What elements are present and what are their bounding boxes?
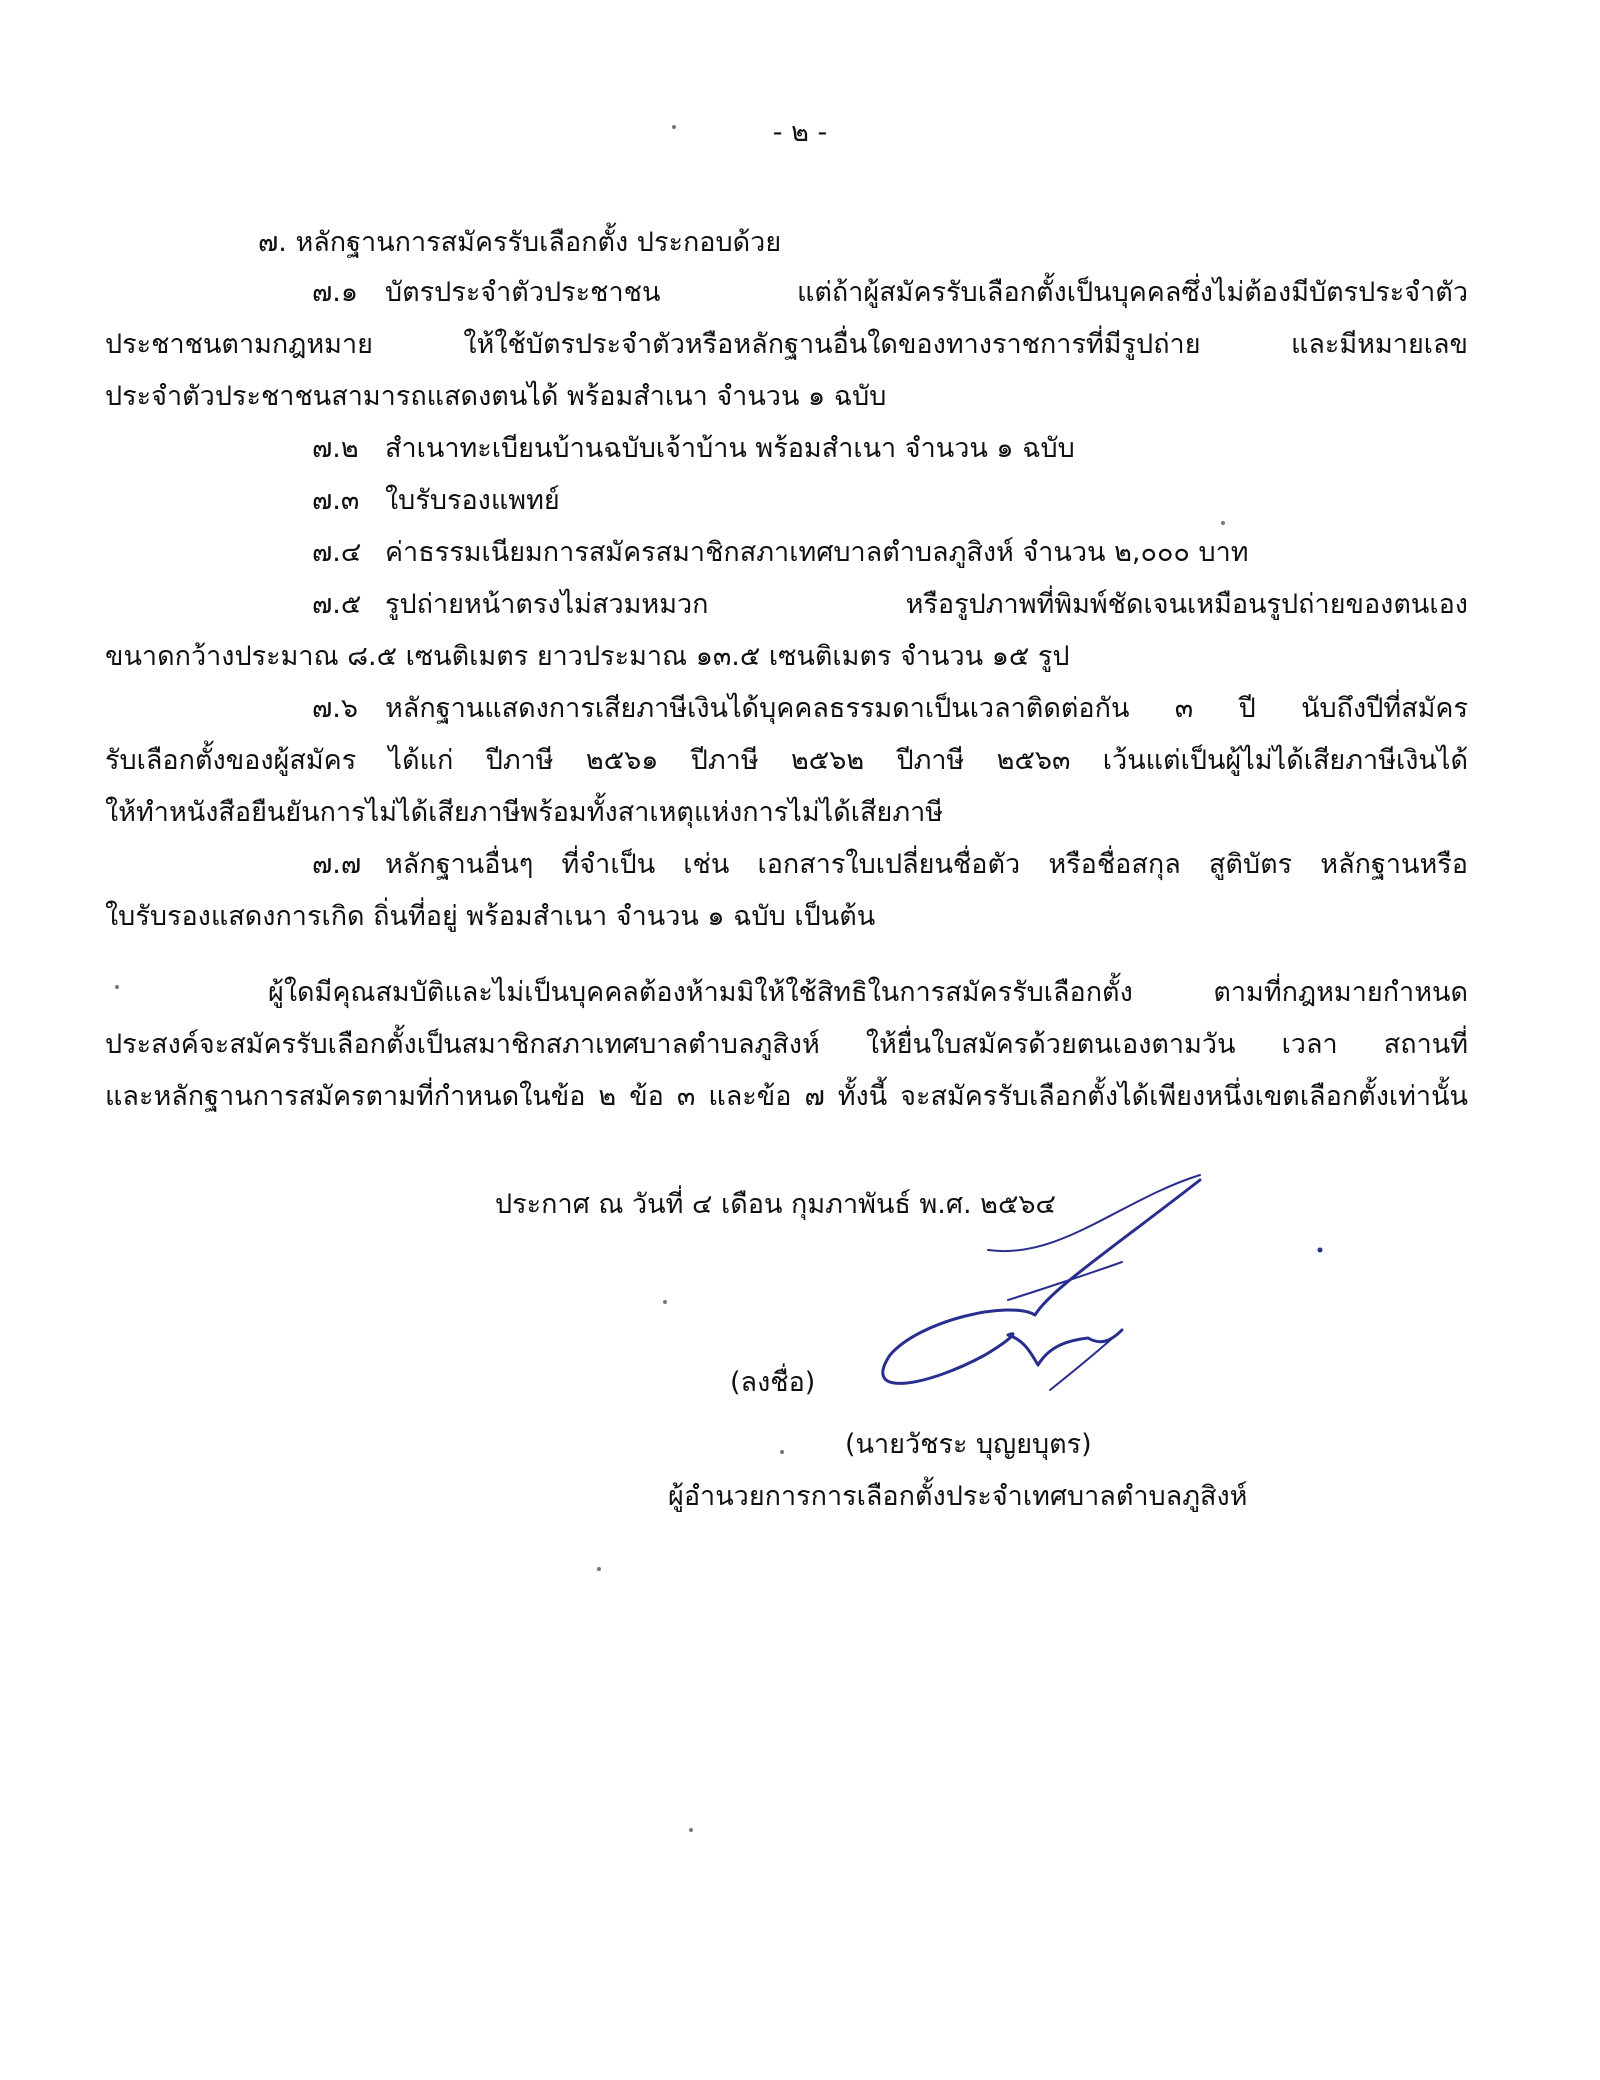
item-7-6-number: ๗.๖: [312, 693, 359, 724]
announcement-date: ประกาศ ณ วันที่ ๔ เดือน กุมภาพันธ์ พ.ศ. ๒๕๖๔: [495, 1189, 1056, 1220]
page-number: - ๒ -: [772, 117, 828, 148]
section-7-heading: ๗. หลักฐานการสมัครรับเลือกตั้ง ประกอบด้วย: [258, 227, 782, 258]
scan-speck: [1221, 521, 1225, 525]
item-7-3-number: ๗.๓: [312, 485, 360, 516]
scan-speck: [115, 985, 119, 989]
item-7-6-line-1: หลักฐานแสดงการเสียภาษีเงินได้บุคคลธรรมดาเป็นเวลาติดต่อกัน ๓ ปี นับถึงปีที่สมัคร: [385, 693, 1468, 724]
item-7-6-line-2: รับเลือกตั้งของผู้สมัคร ได้แก่ ปีภาษี ๒๕๖๑ ปีภาษี ๒๕๖๒ ปีภาษี ๒๕๖๓ เว้นแต่เป็นผู้ไม่ได้เสียภาษีเงินได้: [105, 745, 1468, 776]
item-7-1-number: ๗.๑: [312, 277, 359, 308]
scan-speck: [597, 1567, 601, 1571]
item-7-2-number: ๗.๒: [312, 433, 359, 464]
scan-speck: [663, 1300, 667, 1304]
closing-paragraph-line-3: และหลักฐานการสมัครตามที่กำหนดในข้อ ๒ ข้อ ๓ และข้อ ๗ ทั้งนี้ จะสมัครรับเลือกตั้งได้เพียงหนึ่งเขตเลือกตั้งเท่านั้น: [105, 1081, 1468, 1112]
signer-position: ผู้อำนวยการการเลือกตั้งประจำเทศบาลตำบลภูสิงห์: [668, 1481, 1248, 1512]
scan-speck: [780, 1450, 784, 1454]
signer-name: (นายวัชระ บุญยบุตร): [845, 1429, 1092, 1460]
item-7-7-number: ๗.๗: [312, 849, 362, 880]
closing-paragraph-line-1: ผู้ใดมีคุณสมบัติและไม่เป็นบุคคลต้องห้ามมิให้ใช้สิทธิในการสมัครรับเลือกตั้ง ตามที่กฎหมายกำหนด: [268, 977, 1468, 1008]
item-7-5-number: ๗.๕: [312, 589, 362, 620]
item-7-7-line-1: หลักฐานอื่นๆ ที่จำเป็น เช่น เอกสารใบเปลี่ยนชื่อตัว หรือชื่อสกุล สูติบัตร หลักฐานหรือ: [385, 849, 1468, 880]
item-7-2-line-1: สำเนาทะเบียนบ้านฉบับเจ้าบ้าน พร้อมสำเนา จำนวน ๑ ฉบับ: [385, 433, 1075, 464]
item-7-4-line-1: ค่าธรรมเนียมการสมัครสมาชิกสภาเทศบาลตำบลภูสิงห์ จำนวน ๒,๐๐๐ บาท: [385, 537, 1249, 568]
handwritten-signature: [860, 1140, 1380, 1420]
item-7-3-line-1: ใบรับรองแพทย์: [385, 485, 560, 516]
item-7-7-line-2: ใบรับรองแสดงการเกิด ถิ่นที่อยู่ พร้อมสำเนา จำนวน ๑ ฉบับ เป็นต้น: [105, 901, 876, 932]
sign-label: (ลงชื่อ): [730, 1367, 816, 1398]
item-7-5-line-2: ขนาดกว้างประมาณ ๘.๕ เซนติเมตร ยาวประมาณ ๑๓.๕ เซนติเมตร จำนวน ๑๕ รูป: [105, 641, 1070, 672]
item-7-1-line-3: ประจำตัวประชาชนสามารถแสดงตนได้ พร้อมสำเนา จำนวน ๑ ฉบับ: [105, 381, 887, 412]
scan-speck: [689, 1828, 693, 1832]
closing-paragraph-line-2: ประสงค์จะสมัครรับเลือกตั้งเป็นสมาชิกสภาเทศบาลตำบลภูสิงห์ ให้ยื่นใบสมัครด้วยตนเองตามวัน เวลา สถานที่: [105, 1029, 1468, 1060]
item-7-1-line-2: ประชาชนตามกฎหมาย ให้ใช้บัตรประจำตัวหรือหลักฐานอื่นใดของทางราชการที่มีรูปถ่าย และมีหมายเลข: [105, 329, 1468, 360]
scan-speck: [672, 125, 676, 129]
item-7-5-line-1: รูปถ่ายหน้าตรงไม่สวมหมวก หรือรูปภาพที่พิมพ์ชัดเจนเหมือนรูปถ่ายของตนเอง: [385, 589, 1468, 620]
item-7-6-line-3: ให้ทำหนังสือยืนยันการไม่ได้เสียภาษีพร้อมทั้งสาเหตุแห่งการไม่ได้เสียภาษี: [105, 797, 944, 828]
item-7-1-line-1: บัตรประจำตัวประชาชน แต่ถ้าผู้สมัครรับเลือกตั้งเป็นบุคคลซึ่งไม่ต้องมีบัตรประจำตัว: [385, 277, 1468, 308]
item-7-4-number: ๗.๔: [312, 537, 362, 568]
